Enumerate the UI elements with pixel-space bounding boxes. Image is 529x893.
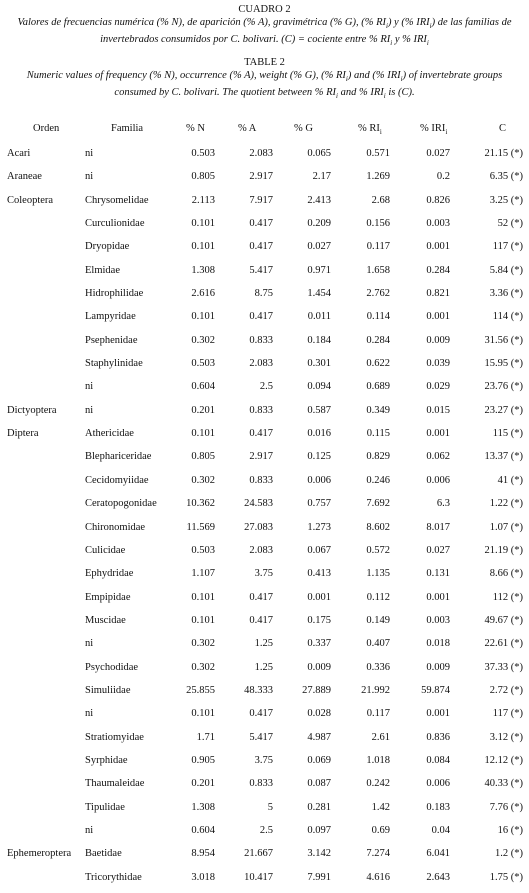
cell-a: 0.833 <box>249 404 273 416</box>
cell-g: 0.065 <box>307 148 331 159</box>
cell-orden: Dictyoptera <box>7 404 57 416</box>
cell-a: 3.75 <box>254 568 273 580</box>
header-ri: % $RI_i$ <box>358 123 382 137</box>
cell-g: 2.17 <box>312 171 331 183</box>
cell-g: 1.454 <box>307 288 331 300</box>
cell-n: 0.302 <box>191 474 215 486</box>
cell-ri: 1.269 <box>366 171 390 183</box>
cell-orden: Ephemeroptera <box>7 848 72 860</box>
cell-n: 0.805 <box>191 171 215 183</box>
cell-n: 11.569 <box>186 521 215 533</box>
cell-iri: 0.009 <box>426 661 450 673</box>
cell-c: 1.2 (*) <box>495 848 523 860</box>
cell-ri: 0.117 <box>366 708 390 720</box>
cell-c: 112 (*) <box>492 591 523 603</box>
cell-c: 21.19 (*) <box>484 544 523 556</box>
cell-c: 16 (*) <box>497 824 523 836</box>
cell-a: 10.417 <box>244 871 273 883</box>
cell-familia: ni <box>85 381 94 393</box>
cell-c: 1.22 (*) <box>489 498 523 510</box>
cell-n: 0.503 <box>191 544 215 556</box>
cell-orden: Coleoptera <box>7 194 54 206</box>
caption-english-title: TABLE 2 <box>244 57 285 68</box>
cell-g: 0.001 <box>307 591 331 603</box>
table-row <box>0 590 529 613</box>
table-row <box>0 449 529 472</box>
cell-ri: 0.112 <box>366 591 390 603</box>
cell-ri: 0.242 <box>366 778 390 790</box>
cell-n: 0.101 <box>191 241 215 253</box>
cell-c: 3.12 (*) <box>489 731 523 743</box>
cell-n: 0.101 <box>191 218 215 230</box>
cell-g: 2.413 <box>307 194 331 206</box>
cell-g: 0.587 <box>307 404 331 416</box>
cell-iri: 0.001 <box>426 428 450 440</box>
cell-g: 0.971 <box>307 264 331 276</box>
cell-n: 0.101 <box>191 614 215 626</box>
cell-g: 3.142 <box>307 848 331 860</box>
cell-g: 1.273 <box>307 521 331 533</box>
table-row <box>0 193 529 216</box>
cell-n: 0.503 <box>191 358 215 370</box>
cell-iri: 0.04 <box>431 824 450 836</box>
cell-ri: 1.42 <box>371 801 390 813</box>
cell-familia: Curculionidae <box>85 218 145 230</box>
cell-a: 5.417 <box>249 731 273 743</box>
cell-n: 0.604 <box>191 381 215 393</box>
cell-familia: Syrphidae <box>85 754 128 766</box>
cell-iri: 0.284 <box>426 264 450 276</box>
cell-familia: Muscidae <box>85 614 126 626</box>
cell-iri: 0.836 <box>426 731 450 743</box>
caption-spanish <box>0 3 529 50</box>
cell-familia: Baetidae <box>85 848 122 860</box>
cell-g: 0.097 <box>307 824 331 836</box>
table-row <box>0 169 529 192</box>
cell-iri: 0.001 <box>426 591 450 603</box>
cell-iri: 0.183 <box>426 801 450 813</box>
cell-ri: 1.658 <box>366 264 390 276</box>
header-n: % N <box>186 123 205 134</box>
cell-familia: Psychodidae <box>85 661 139 673</box>
cell-familia: Blephariceridae <box>85 451 152 463</box>
cell-a: 24.583 <box>244 498 273 510</box>
caption-english <box>0 56 529 103</box>
table-row <box>0 333 529 356</box>
cell-familia: Hidrophilidae <box>85 288 144 300</box>
cell-a: 2.083 <box>249 148 273 159</box>
cell-n: 2.113 <box>191 194 215 206</box>
table-row <box>0 496 529 519</box>
cell-ri: 0.336 <box>366 661 390 673</box>
cell-iri: 0.027 <box>426 544 450 556</box>
cell-ri: 0.69 <box>371 824 390 836</box>
cell-a: 0.417 <box>249 218 273 230</box>
header-a: % A <box>238 123 257 134</box>
header-iri: % $IRI_i$ <box>420 123 448 137</box>
cell-c: 3.25 (*) <box>489 194 523 206</box>
cell-familia: Chironomidae <box>85 521 146 533</box>
cell-iri: 0.039 <box>426 358 450 370</box>
cell-n: 0.905 <box>191 754 215 766</box>
cell-g: 0.087 <box>307 778 331 790</box>
cell-ri: 0.829 <box>366 451 390 463</box>
cell-c: 49.67 (*) <box>484 614 523 626</box>
table-row <box>0 543 529 566</box>
cell-iri: 59.874 <box>421 684 450 696</box>
cell-c: 117 (*) <box>492 241 523 253</box>
cell-ri: 1.018 <box>366 754 390 766</box>
cell-g: 0.027 <box>307 241 331 253</box>
cell-c: 23.76 (*) <box>484 381 523 393</box>
cell-n: 10.362 <box>186 498 215 510</box>
cell-iri: 0.821 <box>426 288 450 300</box>
cell-familia: Chrysomelidae <box>85 194 149 206</box>
cell-iri: 0.015 <box>426 404 450 416</box>
cell-familia: Ephydridae <box>85 568 134 580</box>
cell-n: 0.302 <box>191 638 215 650</box>
cell-n: 0.503 <box>191 148 215 159</box>
cell-c: 1.07 (*) <box>489 521 523 533</box>
cell-c: 40.33 (*) <box>484 778 523 790</box>
cell-n: 0.302 <box>191 661 215 673</box>
cell-ri: 2.61 <box>371 731 390 743</box>
cell-ri: 0.349 <box>366 404 390 416</box>
cell-orden: Diptera <box>7 428 39 440</box>
cell-iri: 0.826 <box>426 194 450 206</box>
cell-iri: 0.131 <box>426 568 450 580</box>
cell-c: 12.12 (*) <box>484 754 523 766</box>
cell-ri: 0.622 <box>366 358 390 370</box>
table-row <box>0 426 529 449</box>
cell-familia: Empipidae <box>85 591 131 603</box>
table-row <box>0 800 529 823</box>
cell-iri: 0.062 <box>426 451 450 463</box>
cell-c: 52 (*) <box>497 218 523 230</box>
table-row <box>0 309 529 332</box>
cell-ri: 7.274 <box>366 848 390 860</box>
cell-c: 6.35 (*) <box>489 171 523 183</box>
cell-c: 8.66 (*) <box>489 568 523 580</box>
cell-familia: Elmidae <box>85 264 120 276</box>
cell-a: 0.417 <box>249 311 273 323</box>
cell-a: 0.417 <box>249 428 273 440</box>
cell-a: 2.083 <box>249 544 273 556</box>
cell-ri: 0.117 <box>366 241 390 253</box>
table-row <box>0 753 529 776</box>
cell-a: 2.083 <box>249 358 273 370</box>
cell-a: 1.25 <box>254 638 273 650</box>
cell-g: 0.757 <box>307 498 331 510</box>
cell-familia: ni <box>85 638 94 650</box>
cell-familia: Stratiomyidae <box>85 731 144 743</box>
cell-ri: 0.149 <box>366 614 390 626</box>
cell-c: 114 (*) <box>492 311 523 323</box>
cell-c: 2.72 (*) <box>489 684 523 696</box>
table-row <box>0 823 529 846</box>
cell-g: 7.991 <box>307 871 331 883</box>
cell-ri: 4.616 <box>366 871 390 883</box>
cell-g: 0.125 <box>307 451 331 463</box>
cell-a: 8.75 <box>254 288 273 300</box>
table-row <box>0 520 529 543</box>
cell-familia: Staphylinidae <box>85 358 143 370</box>
cell-a: 0.417 <box>249 708 273 720</box>
cell-ri: 8.602 <box>366 521 390 533</box>
table-row <box>0 379 529 402</box>
cell-iri: 0.029 <box>426 381 450 393</box>
cell-familia: Cecidomyiidae <box>85 474 149 486</box>
table-row <box>0 146 529 169</box>
table-row <box>0 870 529 893</box>
table-header <box>0 123 529 139</box>
cell-iri: 0.018 <box>426 638 450 650</box>
cell-familia: Simuliidae <box>85 684 131 696</box>
cell-familia: ni <box>85 824 94 836</box>
cell-n: 0.805 <box>191 451 215 463</box>
cell-ri: 0.115 <box>366 428 390 440</box>
cell-ri: 0.246 <box>366 474 390 486</box>
cell-n: 0.101 <box>191 591 215 603</box>
cell-g: 0.009 <box>307 661 331 673</box>
cell-n: 3.018 <box>191 871 215 883</box>
cell-ri: 0.572 <box>366 544 390 556</box>
cell-n: 0.201 <box>191 778 215 790</box>
cell-n: 0.101 <box>191 428 215 440</box>
cell-n: 8.954 <box>191 848 215 860</box>
cell-c: 37.33 (*) <box>484 661 523 673</box>
table-row <box>0 263 529 286</box>
cell-g: 0.016 <box>307 428 331 440</box>
cell-a: 2.917 <box>249 171 273 183</box>
cell-g: 0.028 <box>307 708 331 720</box>
cell-a: 21.667 <box>244 848 273 860</box>
cell-g: 0.184 <box>307 334 331 346</box>
cell-familia: ni <box>85 404 94 416</box>
cell-ri: 0.407 <box>366 638 390 650</box>
cell-orden: Araneae <box>7 171 42 183</box>
cell-a: 5 <box>267 801 273 813</box>
table-row <box>0 566 529 589</box>
cell-c: 5.84 (*) <box>489 264 523 276</box>
cell-ri: 0.571 <box>366 148 390 159</box>
cell-iri: 0.006 <box>426 474 450 486</box>
cell-c: 15.95 (*) <box>484 358 523 370</box>
cell-a: 0.417 <box>249 614 273 626</box>
cell-g: 0.094 <box>307 381 331 393</box>
cell-a: 3.75 <box>254 754 273 766</box>
cell-familia: Culicidae <box>85 544 126 556</box>
cell-ri: 21.992 <box>361 684 390 696</box>
table-row <box>0 286 529 309</box>
cell-g: 0.337 <box>307 638 331 650</box>
cell-a: 48.333 <box>244 684 273 696</box>
table-body <box>0 146 529 893</box>
cell-a: 1.25 <box>254 661 273 673</box>
cell-familia: Athericidae <box>85 428 134 440</box>
cell-g: 0.175 <box>307 614 331 626</box>
cell-c: 1.75 (*) <box>489 871 523 883</box>
cell-iri: 2.643 <box>426 871 450 883</box>
cell-n: 0.101 <box>191 311 215 323</box>
cell-familia: ni <box>85 708 94 720</box>
cell-c: 21.15 (*) <box>484 148 523 159</box>
table-row <box>0 776 529 799</box>
caption-english-text: Numeric values of frequency (% N), occurrence (% A), weight (% G), (% $RI_i$) and (% $IRI_i$) of invertebrate groups consumed by C. bolivari. The quotient between % $RI_i$ and % $IRI_i$ is (C). <box>26 70 503 101</box>
cell-orden: Acari <box>7 148 31 159</box>
cell-a: 2.5 <box>259 824 273 836</box>
cell-n: 0.201 <box>191 404 215 416</box>
cell-iri: 0.001 <box>426 241 450 253</box>
cell-n: 1.107 <box>191 568 215 580</box>
cell-g: 0.209 <box>307 218 331 230</box>
cell-iri: 0.003 <box>426 218 450 230</box>
cell-familia: Tipulidae <box>85 801 125 813</box>
table-row <box>0 636 529 659</box>
header-c: C <box>499 123 507 134</box>
cell-iri: 8.017 <box>426 521 450 533</box>
table-row <box>0 473 529 496</box>
cell-n: 1.71 <box>196 731 215 743</box>
cell-ri: 7.692 <box>366 498 390 510</box>
cell-familia: ni <box>85 171 94 183</box>
cell-a: 0.417 <box>249 241 273 253</box>
cell-ri: 1.135 <box>366 568 390 580</box>
cell-a: 2.917 <box>249 451 273 463</box>
cell-a: 2.5 <box>259 381 273 393</box>
cell-a: 7.917 <box>249 194 273 206</box>
cell-ri: 0.156 <box>366 218 390 230</box>
cell-iri: 6.041 <box>426 848 450 860</box>
cell-c: 115 (*) <box>492 428 523 440</box>
cell-c: 7.76 (*) <box>489 801 523 813</box>
caption-spanish-text: Valores de frecuencias numérica (% N), de aparición (% A), gravimétrica (% G), (% $RI_i$) y (% $IRI_i$) de las familias de invertebrados consumidos por C. bolivari. (C) = cociente entre % $RI_i$ y % $IRI_i$ <box>17 17 512 48</box>
table-row <box>0 356 529 379</box>
cell-iri: 0.001 <box>426 708 450 720</box>
cell-iri: 0.027 <box>426 148 450 159</box>
cell-a: 0.833 <box>249 778 273 790</box>
header-familia: Familia <box>111 123 144 134</box>
table-row <box>0 216 529 239</box>
cell-a: 27.083 <box>244 521 273 533</box>
cell-ri: 0.114 <box>366 311 390 323</box>
cell-iri: 0.2 <box>436 171 450 183</box>
cell-iri: 0.006 <box>426 778 450 790</box>
cell-a: 0.417 <box>249 591 273 603</box>
cell-familia: ni <box>85 148 94 159</box>
header-g: % G <box>294 123 313 134</box>
cell-g: 0.011 <box>307 311 331 323</box>
table-row <box>0 706 529 729</box>
cell-iri: 0.001 <box>426 311 450 323</box>
cell-familia: Psephenidae <box>85 334 138 346</box>
cell-ri: 0.284 <box>366 334 390 346</box>
cell-iri: 0.009 <box>426 334 450 346</box>
cell-g: 0.006 <box>307 474 331 486</box>
cell-a: 0.833 <box>249 474 273 486</box>
cell-g: 0.281 <box>307 801 331 813</box>
cell-familia: Tricorythidae <box>85 871 142 883</box>
cell-c: 41 (*) <box>497 474 523 486</box>
cell-g: 0.069 <box>307 754 331 766</box>
header-orden: Orden <box>33 123 60 134</box>
cell-g: 4.987 <box>307 731 331 743</box>
cell-iri: 0.003 <box>426 614 450 626</box>
cell-c: 13.37 (*) <box>484 451 523 463</box>
table-row <box>0 239 529 262</box>
cell-c: 22.61 (*) <box>484 638 523 650</box>
cell-n: 0.302 <box>191 334 215 346</box>
cell-ri: 2.68 <box>371 194 390 206</box>
cell-n: 1.308 <box>191 801 215 813</box>
table-row <box>0 846 529 869</box>
cell-c: 31.56 (*) <box>484 334 523 346</box>
table-row <box>0 730 529 753</box>
cell-iri: 6.3 <box>436 498 450 510</box>
cell-familia: Thaumaleidae <box>85 778 145 790</box>
cell-g: 27.889 <box>302 684 331 696</box>
table-row <box>0 403 529 426</box>
cell-a: 5.417 <box>249 264 273 276</box>
table-row <box>0 683 529 706</box>
cell-familia: Dryopidae <box>85 241 130 253</box>
cell-c: 3.36 (*) <box>489 288 523 300</box>
table-row <box>0 613 529 636</box>
cell-c: 23.27 (*) <box>484 404 523 416</box>
cell-n: 25.855 <box>186 684 215 696</box>
cell-n: 2.616 <box>191 288 215 300</box>
cell-n: 1.308 <box>191 264 215 276</box>
table-row <box>0 660 529 683</box>
cell-ri: 0.689 <box>366 381 390 393</box>
cell-n: 0.101 <box>191 708 215 720</box>
cell-familia: Ceratopogonidae <box>85 498 157 510</box>
cell-c: 117 (*) <box>492 708 523 720</box>
cell-ri: 2.762 <box>366 288 390 300</box>
caption-spanish-title: CUADRO 2 <box>238 4 291 15</box>
cell-iri: 0.084 <box>426 754 450 766</box>
cell-g: 0.413 <box>307 568 331 580</box>
cell-a: 0.833 <box>249 334 273 346</box>
cell-familia: Lampyridae <box>85 311 136 323</box>
cell-g: 0.067 <box>307 544 331 556</box>
cell-n: 0.604 <box>191 824 215 836</box>
cell-g: 0.301 <box>307 358 331 370</box>
